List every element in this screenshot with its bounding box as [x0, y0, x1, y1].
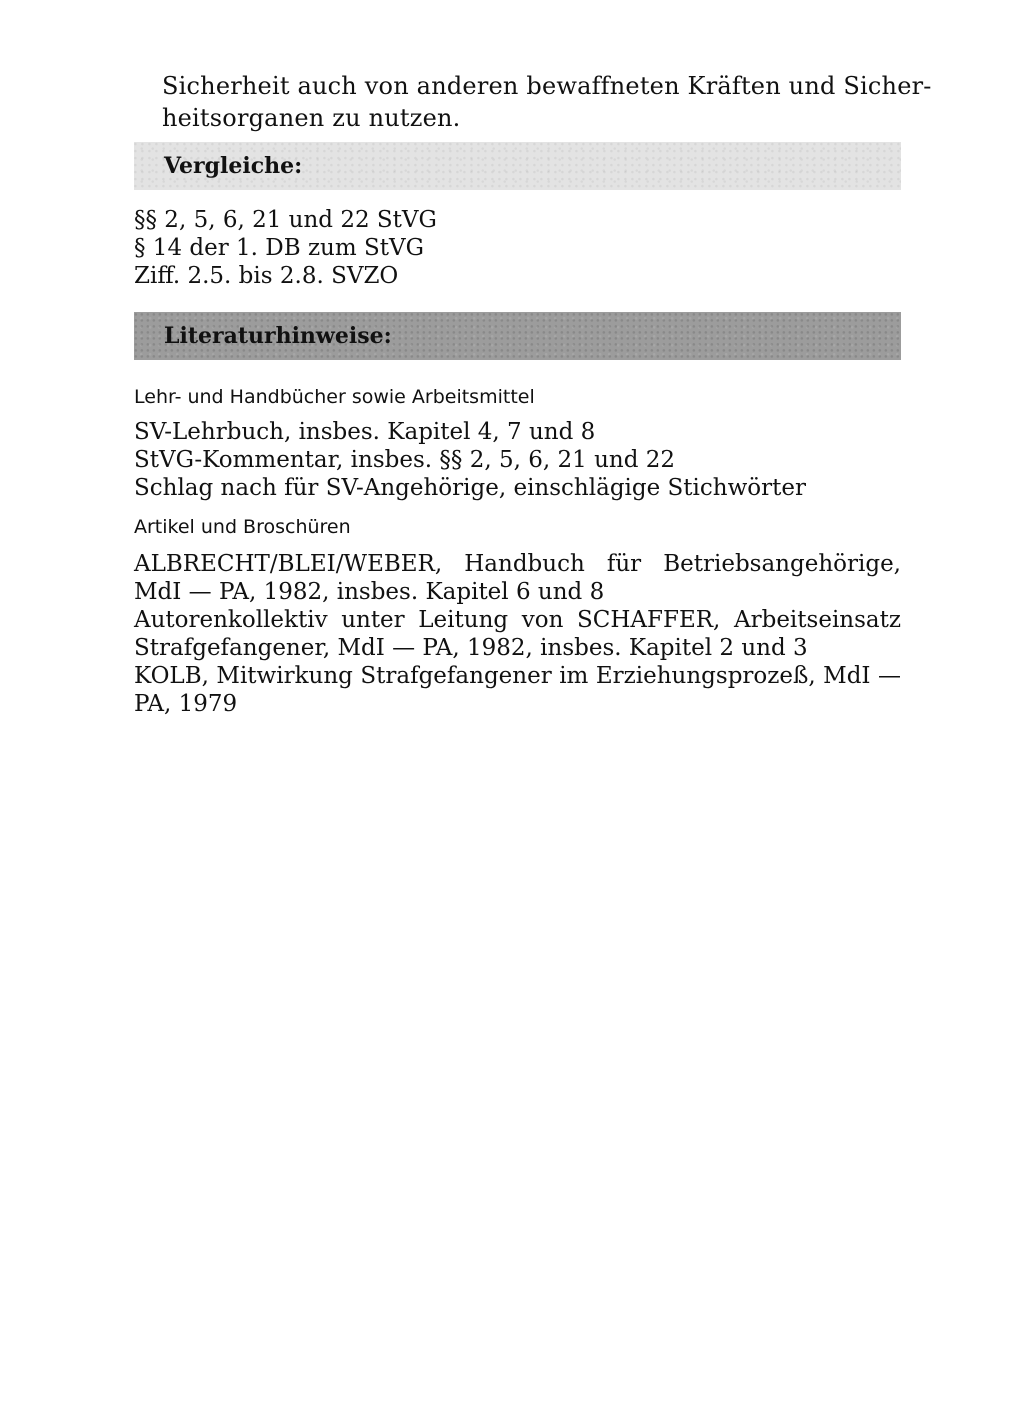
intro-line: Sicherheit auch von anderen bewaffneten Kräften und Sicher- [162, 72, 932, 100]
vergleiche-heading: Vergleiche: [164, 153, 303, 179]
vergleiche-item: §§ 2, 5, 6, 21 und 22 StVG [134, 207, 437, 233]
vergleiche-list [134, 206, 437, 290]
artikel-line: PA, 1979 [134, 691, 238, 717]
artikel-line: MdI — PA, 1982, insbes. Kapitel 6 und 8 [134, 579, 605, 605]
vergleiche-item: § 14 der 1. DB zum StVG [134, 235, 424, 261]
intro-line: heitsorganen zu nutzen. [162, 104, 461, 132]
artikel-line: Strafgefangener, MdI — PA, 1982, insbes. Kapitel 2 und 3 [134, 635, 808, 661]
intro-paragraph [162, 70, 932, 134]
vergleiche-item: Ziff. 2.5. bis 2.8. SVZO [134, 263, 399, 289]
lehr-subheading: Lehr- und Handbücher sowie Arbeitsmittel [134, 386, 535, 408]
lehr-item: SV-Lehrbuch, insbes. Kapitel 4, 7 und 8 [134, 419, 596, 445]
artikel-line: Autorenkollektiv unter Leitung von SCHAFFER, Arbeitseinsatz [134, 607, 901, 633]
vergleiche-heading-bar [134, 142, 901, 190]
artikel-line: ALBRECHT/BLEI/WEBER, Handbuch für Betriebsangehörige, [134, 551, 901, 577]
lehr-item: Schlag nach für SV-Angehörige, einschlägige Stichwörter [134, 475, 806, 501]
literatur-heading-bar [134, 312, 901, 360]
artikel-list [134, 550, 901, 718]
artikel-line: KOLB, Mitwirkung Strafgefangener im Erziehungsprozeß, MdI — [134, 663, 901, 689]
lehr-item: StVG-Kommentar, insbes. §§ 2, 5, 6, 21 und 22 [134, 447, 675, 473]
artikel-subheading: Artikel und Broschüren [134, 516, 351, 538]
lehr-list [134, 418, 806, 502]
literatur-heading: Literaturhinweise: [164, 323, 392, 349]
